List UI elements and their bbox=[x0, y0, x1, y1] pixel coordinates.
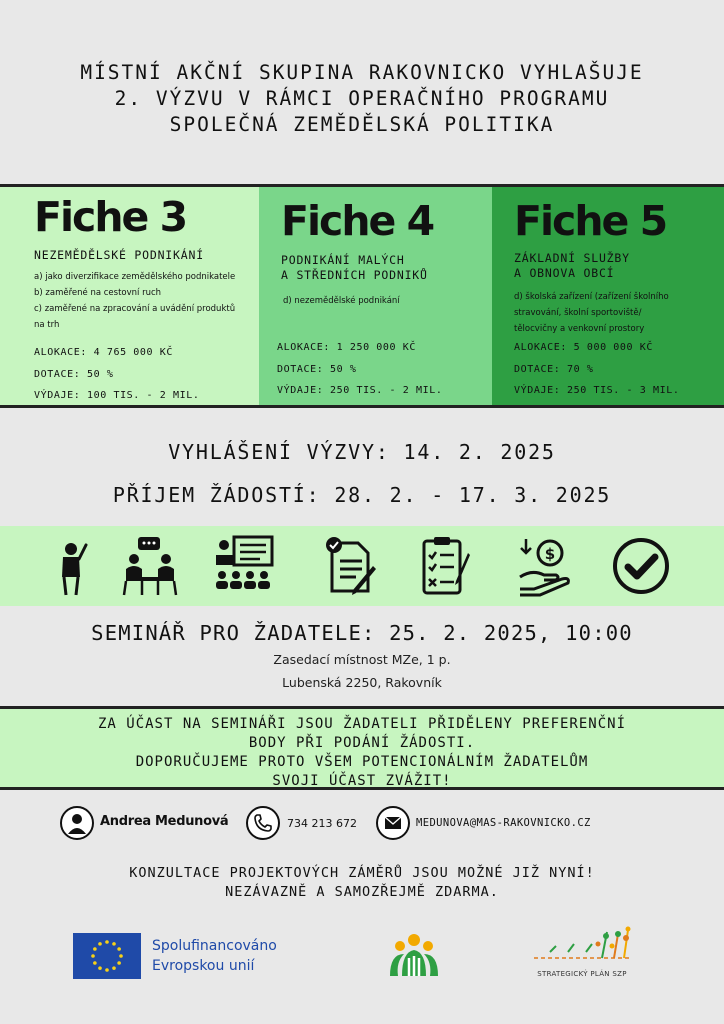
eu-line: Evropskou unií bbox=[152, 958, 255, 974]
fiche-3-items bbox=[34, 269, 235, 333]
fiche-4-subtitle bbox=[281, 253, 428, 283]
eu-star bbox=[119, 954, 123, 958]
fiche-5-item: d) školská zařízení (zařízení školního bbox=[514, 292, 669, 302]
fiche-5-subtitle-line: ZÁKLADNÍ SLUŽBY bbox=[514, 251, 630, 265]
note-line: SVOJI ÚČAST ZVÁŽIT! bbox=[272, 773, 452, 789]
seminar-place-address: Lubenská 2250, Rakovník bbox=[282, 675, 442, 690]
fiche-4-items bbox=[283, 293, 400, 309]
fiche-3-subtitle: NEZEMĚDĚLSKÉ PODNIKÁNÍ bbox=[34, 248, 204, 262]
title-line-3: SPOLEČNÁ ZEMĚDĚLSKÁ POLITIKA bbox=[169, 113, 555, 136]
contact-name: Andrea Medunová bbox=[100, 814, 229, 829]
seminar-place-room: Zasedací místnost MZe, 1 p. bbox=[273, 652, 451, 667]
title-line-1: MÍSTNÍ AKČNÍ SKUPINA RAKOVNICKO VYHLAŠUJE bbox=[80, 61, 644, 84]
fiche-4-subtitle-line: A STŘEDNÍCH PODNIKŮ bbox=[281, 268, 428, 282]
consult-line: NEZÁVAZNĚ A SAMOZŘEJMĚ ZDARMA. bbox=[225, 884, 499, 900]
consult-line: KONZULTACE PROJEKTOVÝCH ZÁMĚRŮ JSOU MOŽNÉ JIŽ NYNÍ! bbox=[129, 865, 595, 881]
svg-text:$: $ bbox=[544, 545, 556, 563]
eu-star bbox=[91, 954, 95, 958]
fiche-4-item: d) nezemědělské podnikání bbox=[283, 296, 400, 306]
note-line: DOPORUČUJEME PROTO VŠEM POTENCIONÁLNÍM ŽADATELŮM bbox=[135, 754, 589, 770]
announcement-date: VYHLÁŠENÍ VÝZVY: 14. 2. 2025 bbox=[168, 440, 556, 464]
fiche-5-items bbox=[514, 289, 710, 337]
mail-icon[interactable] bbox=[376, 806, 410, 840]
fiche-5-alokace: ALOKACE: 5 000 000 KČ bbox=[514, 342, 654, 353]
page-title bbox=[0, 60, 724, 138]
fiche-5-panel bbox=[492, 187, 724, 405]
preference-note bbox=[0, 706, 724, 790]
fiche-4-vydaje: VÝDAJE: 250 TIS. - 2 MIL. bbox=[277, 385, 443, 396]
fiche-3-alokace: ALOKACE: 4 765 000 KČ bbox=[34, 347, 174, 358]
note-line: ZA ÚČAST NA SEMINÁŘI JSOU ŽADATELI PŘIDĚLENY PREFERENČNÍ bbox=[97, 716, 626, 732]
fiche-3-vydaje: VÝDAJE: 100 TIS. - 2 MIL. bbox=[34, 390, 200, 401]
checkmark-icon bbox=[608, 533, 674, 599]
contact-phone[interactable]: 734 213 672 bbox=[287, 817, 357, 830]
fiche-3-item: a) jako diverzifikace zemědělského podnikatele bbox=[34, 272, 236, 282]
eu-star bbox=[93, 961, 97, 965]
contact-email[interactable]: MEDUNOVA@MAS-RAKOVNICKO.CZ bbox=[416, 817, 591, 829]
eu-star bbox=[98, 966, 102, 970]
fiche-4-subtitle-line: PODNIKÁNÍ MALÝCH bbox=[281, 253, 405, 267]
fiche-5-subtitle bbox=[514, 251, 630, 281]
szp-logo-icon bbox=[532, 924, 632, 962]
phone-icon[interactable] bbox=[246, 806, 280, 840]
fiche-5-title: Fiche 5 bbox=[514, 197, 667, 245]
intake-dates: PŘÍJEM ŽÁDOSTÍ: 28. 2. - 17. 3. 2025 bbox=[112, 483, 612, 507]
eu-star bbox=[112, 942, 116, 946]
document-sign-icon bbox=[318, 533, 384, 599]
presenter-icon bbox=[38, 533, 104, 599]
consultation-note bbox=[0, 864, 724, 902]
icon-band bbox=[0, 526, 724, 606]
eu-star bbox=[117, 947, 121, 951]
fiche-3-panel bbox=[0, 187, 259, 405]
mas-logo-icon bbox=[386, 932, 442, 978]
fiche-5-item: tělocvičny a venkovní prostory bbox=[514, 324, 645, 334]
eu-line: Spolufinancováno bbox=[152, 938, 277, 954]
fiche-3-title: Fiche 3 bbox=[34, 193, 187, 241]
meeting-icon bbox=[118, 533, 184, 599]
fiche-3-item: c) zaměřené na zpracování a uvádění produktů bbox=[34, 304, 236, 314]
person-icon bbox=[60, 806, 94, 840]
funding-hand-icon bbox=[512, 533, 578, 599]
seminar-title: SEMINÁŘ PRO ŽADATELE: 25. 2. 2025, 10:00 bbox=[91, 621, 633, 645]
fiche-band bbox=[0, 184, 724, 408]
fiche-5-subtitle-line: A OBNOVA OBCÍ bbox=[514, 266, 615, 280]
fiche-3-dotace: DOTACE: 50 % bbox=[34, 369, 114, 380]
checklist-icon bbox=[414, 533, 480, 599]
fiche-5-vydaje: VÝDAJE: 250 TIS. - 3 MIL. bbox=[514, 385, 680, 396]
eu-cofinanced-text bbox=[152, 936, 277, 976]
eu-star bbox=[93, 947, 97, 951]
title-line-2: 2. VÝZVU V RÁMCI OPERAČNÍHO PROGRAMU bbox=[114, 87, 610, 110]
szp-label: STRATEGICKÝ PLÁN SZP bbox=[537, 970, 627, 978]
eu-star bbox=[112, 966, 116, 970]
fiche-4-alokace: ALOKACE: 1 250 000 KČ bbox=[277, 342, 417, 353]
note-line: BODY PŘI PODÁNÍ ŽÁDOSTI. bbox=[248, 735, 476, 751]
fiche-4-panel bbox=[259, 187, 492, 405]
eu-star bbox=[105, 968, 109, 972]
fiche-5-dotace: DOTACE: 70 % bbox=[514, 364, 594, 375]
fiche-4-title: Fiche 4 bbox=[281, 197, 434, 245]
eu-star bbox=[98, 942, 102, 946]
fiche-3-item: na trh bbox=[34, 320, 60, 330]
eu-star bbox=[105, 940, 109, 944]
eu-flag-logo bbox=[73, 933, 141, 979]
eu-star bbox=[117, 961, 121, 965]
fiche-4-dotace: DOTACE: 50 % bbox=[277, 364, 357, 375]
seminar-icon bbox=[210, 533, 276, 599]
fiche-5-item: stravování, školní sportoviště/ bbox=[514, 308, 642, 318]
fiche-3-item: b) zaměřené na cestovní ruch bbox=[34, 288, 162, 298]
